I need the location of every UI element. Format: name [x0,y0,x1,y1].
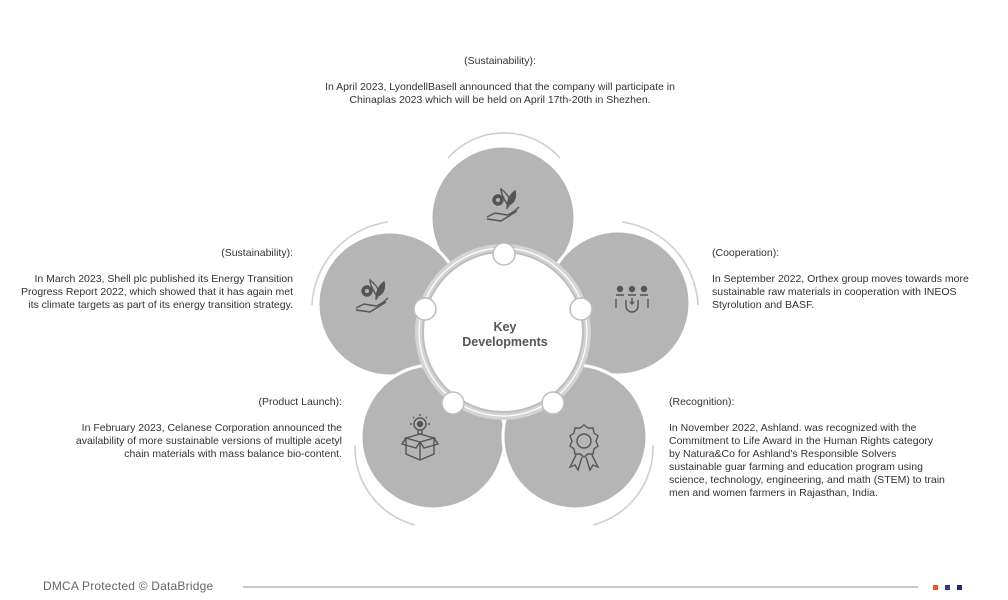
development-left-line-2: Progress Report 2022, which showed that it has again met [21,286,293,298]
development-right-heading: (Cooperation): [712,247,780,259]
development-bottom-left-line-3: chain materials with mass balance bio-content. [124,448,342,460]
development-bottom-left-line-2: availability of more sustainable versions of multiple acetyl [75,435,342,447]
development-left-line-1: In March 2023, Shell plc published its Energy Transition [34,273,293,285]
footer-copyright: DMCA Protected © DataBridge [43,579,214,593]
dot-bottom-left [442,392,464,414]
development-top-line-1: In April 2023, LyondellBasell announced that the company will participate in [325,81,675,93]
footer-square-2 [945,585,950,590]
dot-top [493,243,515,265]
development-top-line-2: Chinaplas 2023 which will be held on April 17th-20th in Shezhen. [349,94,651,106]
dot-bottom-right [542,392,564,414]
dot-right [570,298,592,320]
footer-square-1 [933,585,938,590]
development-bottom-right-heading: (Recognition): [669,396,735,408]
development-bottom-left-heading: (Product Launch): [258,396,342,408]
hub-label-line-2: Developments [462,335,548,349]
development-bottom-right-line-4: sustainable guar farming and education program using [669,461,923,473]
development-top-heading: (Sustainability): [464,55,536,67]
footer-divider [243,586,918,588]
development-right-line-3: Styrolution and BASF. [712,299,815,311]
footer-square-3 [957,585,962,590]
development-bottom-right-line-6: men and women farmers in Rajasthan, India. [669,487,878,499]
development-bottom-right-line-3: by Natura&Co for Ashland's Responsible Solvers [669,448,897,460]
development-right-line-1: In September 2022, Orthex group moves towards more [712,273,969,285]
development-right-line-2: sustainable raw materials in cooperation with INEOS [712,286,957,298]
development-bottom-left-line-1: In February 2023, Celanese Corporation announced the [81,422,342,434]
dot-left [414,298,436,320]
development-bottom-right-line-5: science, technology, engineering, and math (STEM) to train [669,474,945,486]
development-left-heading: (Sustainability): [221,247,293,259]
development-bottom-right-line-1: In November 2022, Ashland. was recognized with the [669,422,917,434]
hub-label-line-1: Key [493,320,517,334]
development-left-line-3: its climate targets as part of its energy transition strategy. [28,299,293,311]
development-bottom-right-line-2: Commitment to Life Award in the Human Rights category [669,435,934,447]
